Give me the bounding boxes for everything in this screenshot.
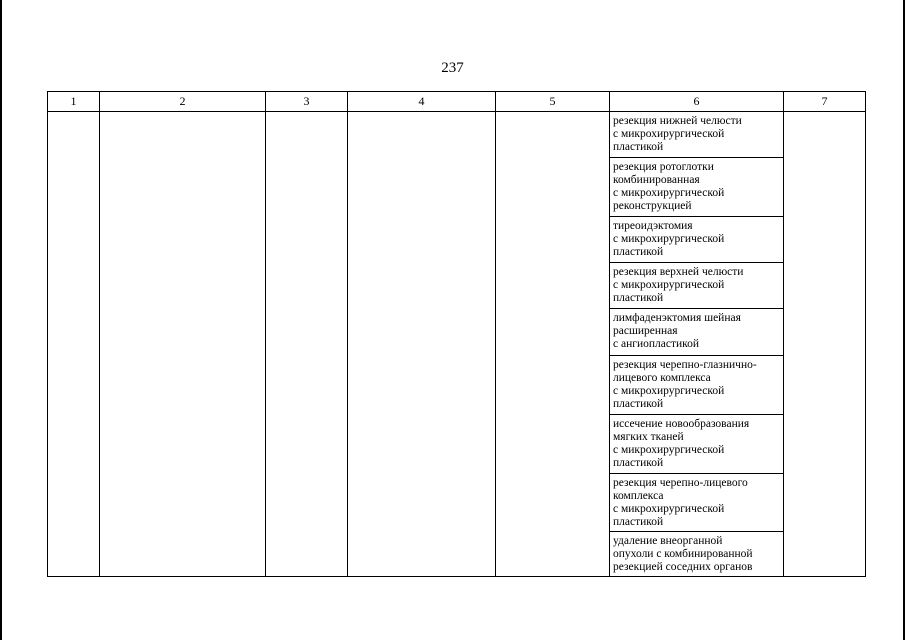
procedure-item: иссечение новообразования мягких тканей с микрохирургической пластикой [610,414,783,473]
document-table [47,91,866,577]
page-edge-left [0,0,2,640]
column-6-cell [610,112,784,577]
column-7-cell [784,112,866,577]
procedure-item: резекция нижней челюсти с микрохирургической пластикой [613,115,742,153]
column-1-cell [48,112,100,577]
column-header-4: 4 [348,92,496,112]
procedure-item: тиреоидэктомия с микрохирургической пластикой [610,216,783,262]
procedure-item: резекция ротоглотки комбинированная с микрохирургической реконструкцией [610,157,783,216]
table-header-row [48,92,866,112]
column-4-cell [348,112,496,577]
column-header-6: 6 [610,92,784,112]
column-header-1: 1 [48,92,100,112]
column-2-cell [100,112,266,577]
procedure-item: резекция черепно-глазнично- лицевого комплекса с микрохирургической пластикой [610,355,783,414]
procedure-item: резекция черепно-лицевого комплекса с микрохирургической пластикой [610,473,783,531]
column-header-3: 3 [266,92,348,112]
column-5-cell [496,112,610,577]
column-header-2: 2 [100,92,266,112]
procedure-list [610,112,783,576]
column-3-cell [266,112,348,577]
table-body-row [48,112,866,577]
procedure-item: резекция верхней челюсти с микрохирургической пластикой [610,262,783,308]
procedure-item: удаление внеорганной опухоли с комбинированной резекцией соседних органов [610,531,783,576]
procedure-item: лимфаденэктомия шейная расширенная с ангиопластикой [610,308,783,355]
column-header-7: 7 [784,92,866,112]
column-header-5: 5 [496,92,610,112]
page-number: 237 [441,60,464,76]
